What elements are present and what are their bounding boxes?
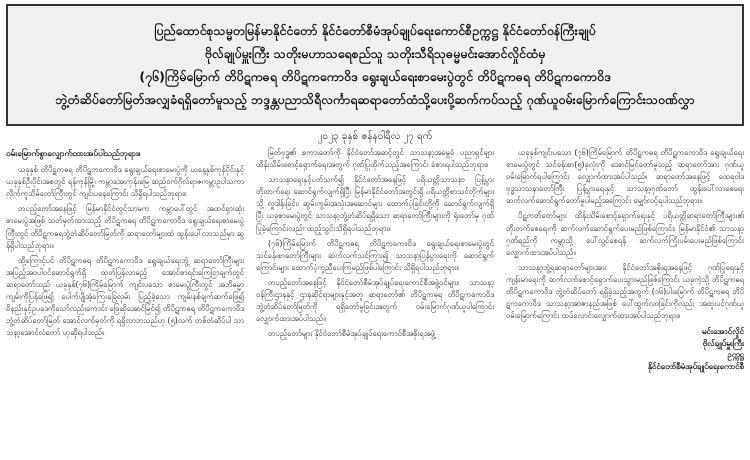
header-line-2: ဗိုလ်ချုပ်မှူးကြီး သတိုးမဟာသရေစည်သူ သတိုးသီရိသုဓမ္မမင်းအောင်လှိုင်ထံမှ <box>204 45 546 61</box>
paragraph: ပိဋကတ်တော်များ ထိန်းသိမ်းစောင့်ရှောက်ရေးနှင့် ပရိယတ္တိဆရာတော်ကြီးများ၏ တိုးတက်စေရေးကို ဆက်လက်ဆောင်ရွက်ပေးမည်ဖြစ်ကြောင်း၊ မြန်မာနိုင်ငံ၏ သာသနာ့ဂုဏ်ရည်ကို ကမ္ဘာသို့ ပေါ်လွင်စေရန် ဆက်လက်ကြိုးပမ်းပေးမည်ဖြစ်ကြောင်း လျှောက်ထားအပ်ပါသည်။ <box>506 211 744 257</box>
salutation: ဝမ်းမြောက်စွာလျှောက်ထားအပ်ပါသည်ဘုရား။ <box>6 148 141 158</box>
column-1 <box>6 147 244 447</box>
signature-title: ဥက္ကဋ္ဌ <box>727 350 744 360</box>
paragraph: ယခုနှစ်ကျင်းပသော (၇၆)ကြိမ်မြောက် တိပိဋကဓရ တိပိဋကကောဝိဒ ရွေးချယ်ရေးစာမေးပွဲတွင် သင်ခန်းစာ(၅)ခုလုံးကို အောင်မြင်တော်မူသည့် ဆရာတော်အား ဂုဏ်ယူဝမ်းမြောက်ရပါကြောင်း လျှောက်ထားအပ်ပါသည်။ ဆရာတော်အနေဖြင့် ထေရဝါဒဗုဒ္ဓသာသနာတော်ကြီး ပြန့်ပွားရေးနှင့် သာသနာ့ဂုဏ်တော် ထွန်းပေါ်လာစေရေး ဆက်လက်ဆောင်ရွက်တော်မူပါမည့်အကြောင်း မျှော်လင့်ရပါသည်ဘုရား။ <box>506 148 744 206</box>
header-line-3: (၇၆)ကြိမ်မြောက် တိပိဋကဓရ တိပိဋကကောဝိဒ ရွေးချယ်ရေးစာမေးပွဲတွင် တိပိဋကဓရ တိပိဋကကောဝိဒ <box>139 68 611 84</box>
body-columns <box>6 147 744 447</box>
signature-rank: ဗိုလ်ချုပ်မှူးကြီး <box>702 338 744 348</box>
paragraph: ယခုနှစ် တိပိဋကဓရ တိပိဋကကောဝိဒ ရွေးချယ်ရေးစာမေးပွဲကို ယနေ့နှစ်ကုန်ပိုင်းနှင့် ယခုနှစ်ဦးပိုင်းအစတွင် ရန်ကုန်မြို့၊ ကမ္ဘာအေးကုန်းမြေ ဆည်ဝက်ဂိုလ်ရာဇကမ္ဘာဥပါသကာ လိုက်ကူသိမ်တော်ကြီးတွင် ကျင်းပနေကြောင်း သိရှိရပါသည်ဘုရား။ <box>6 165 244 199</box>
paragraph: သာသနာရေးနှင့်ပတ်သက်၍ နိုင်ငံတော်အနေဖြင့် ပရိယတ္တိသာသနာ ပြန့်ပွားတိုးတက်ရေး ဆောင်ရွက်လျက်ရှိပြီး မြန်မာနိုင်ငံတော်အတွင်းရှိ ပရိယတ္တိစာသင်တိုက်များသို့ လှူဒါန်းခြင်း၊ ဆွမ်းကွမ်းအသုံးအဆောင်များ ထောက်ပံ့ခြင်းတို့ကို ဆောင်ရွက်လျက်ရှိပြီး ယခုစာမေးပွဲတွင် သာသနာ့ဘွဲ့တံဆိပ်ရရှိသော ဆရာတော်ကြီးများကို ရုံးတော်မှ ဂုဏ်ပြုခဲ့ကြောင်းလည်း ထည့်သွင်းသိရှိရပါသည်ဘုရား။ <box>256 175 494 233</box>
signature-name: မင်းအောင်လှိုင် <box>701 327 744 337</box>
paragraph: တပည့်တော်အနေဖြင့် မြန်မာနိုင်ငံတွင်သာမက ကမ္ဘာပေါ်တွင် အထင်ရှားဆုံး စာမေးပွဲအဖြစ် သတ်မှတ်ထားသည့် တိပိဋကဓရ တိပိဋကကောဝိဒ ရွေးချယ်ရေးစာမေးပွဲကြီးတွင် တိပိဋကဓရဘွဲ့တံဆိပ်တော်မြတ်ကို ဆရာတော်များထံ ထွန်းပေါ်လာသည်မှာ ဆွန်ရှိပါသည်ဘုရား။ <box>6 204 244 250</box>
paragraph: တပည့်တော်များ နိုင်ငံတော်စီမံအုပ်ချုပ်ရေးကောင်စီအစိုးရအဖွဲ့ <box>268 329 435 339</box>
paragraph: မြတ်ဗုဒ္ဓ၏ စကားတော်ကို နိုင်ငံတော်အဆင့်တွင် သာသနာ့အမွေခံ ပညာရှင်များ ထိန်းသိမ်းစောင့်ရှောက်ရေးအတွက် ဂုဏ်ပြုထိုက်သည့်အကြောင်း ခံစားရပါသည်ဘုရား။ <box>256 148 494 170</box>
header-line-1: ပြည်ထောင်စုသမ္မတမြန်မာနိုင်ငံတော် နိုင်ငံတော်စီမံအုပ်ချုပ်ရေးကောင်စီဥက္ကဋ္ဌ နိုင်ငံတော်ဝန်ကြီးချုပ် <box>154 22 596 38</box>
paragraph: တပည့်တော်အနေဖြင့် နိုင်ငံတော်စီမံအုပ်ချုပ်ရေးကောင်စီအဖွဲ့ဝင်များ၊ သာသနာ့ဝန်ကြီးဌာနနှင့် ဌာနဆိုင်ရာများနှင့်အတူ ဆရာတော်၏ တိပိဋကဓရ တိပိဋကကောဝိဒ ဘွဲ့တံဆိပ်တော်မြတ်ကို ရရှိတော်မူခြင်းအတွက် ဝမ်းမြောက်ဂုဏ်ယူပါကြောင်း လျှောက်ထားအပ်ပါသည်။ <box>256 277 494 324</box>
paragraph: သာသနာ့ဘွဲ့ရဆရာတော်များအား နိုင်ငံတော်အစိုးရအနေဖြင့် ဂုဏ်ပြုရေးနှင့် ကျန်းမာရေးကို ဆက်လက်စောင့်ရှောက်ပေးသွားမည်ဖြစ်ကြောင်း ယခုကဲ့သို့ တိပိဋကဓရ တိပိဋကကောဝိဒ ဘွဲ့တံဆိပ်တော် ရရှိခဲ့သည့်အတွက် (၁၆)ပါးမြောက် တိပိဋကဓရ တိပိဋကကောဝိဒ သာသနာ့အာဇာနည်အဖြစ် ပေါ်ထွက်လာခြင်းကိုလည်း အထူးပင်ဂုဏ်ယူဝမ်းမြောက်ကြောင်း ထပ်လောင်းလျှောက်ထားအပ်ပါသည်ဘုရား။ <box>506 262 744 321</box>
paragraph: ထို့ကြောင့်ပင် တိပိဋကဓရ တိပိဋကကောဝိဒ ရွေးချယ်ရေးဘွဲ့ ဆရာတော်ကြီးများ အပြည့်အဝပါဝင်ဆောင်ရွက်ရှိ ထုတ်ပြန်လာမည့် အောင်စာရင်းကြေငြာချက်တွင် ဆရာတော်သည် ယခုနှစ်(၇၆)ကြိမ်မြောက် ကျင်းပသော စာမေးပွဲကြီးတွင် အဘိဓမ္မာကျမ်းကိုပြန်ဖြေ၍ ပေါက်ပျိုအံ့ကြေးခြေလှမ်း ပြည့်ခဲ့သော ကျမ်းနစ်ချက်ဆက်ဖြေ၍ ဝိနည်းနှင့်ဥပဒေကိုသော်လည်းကောင်း ဖြေဆိုအောင်မြင်၍ တိပိဋကဓရ တိပိဋကကောဝိဒ ဘွဲ့တံဆိပ်တော်မြတ် အောင်လက်မှတ်ကို ရရှိလာဘသည်ဟု (၅)လက် တစ်တံဆိပ်ပါ သာသနာ့အောင်လံတော် ဟုဆိုရပါသည်။ <box>6 255 244 338</box>
header-box <box>6 4 744 126</box>
letter-date: ၂၀၂၃ ခုနှစ် ဇန်နဝါရီလ ၂၇ ရက် <box>317 131 433 142</box>
signature-block <box>506 326 744 372</box>
signature-organization: နိုင်ငံတော်စီမံအုပ်ချုပ်ရေးကောင်စီ <box>647 361 744 371</box>
header-line-4: ဘွဲ့တံဆိပ်တော်မြတ်အလျှခံရရှိတော်မူသည့် ဘဒ္ဒန္တပညာသိရီလင်္ကာရဆရာတော်ထံသို့ပေးပို့ဆက်ကပ်သည့် ဂုဏ်ယူဝမ်းမြောက်ကြောင်းသဝဏ်လွှာ <box>55 91 695 107</box>
paragraph: (၇၆)ကြိမ်မြောက် တိပိဋကဓရ တိပိဋကကောဝိဒ ရွေးချယ်ရေးစာမေးပွဲတွင် သင်ခန်းစာတော်ကြီးများ ဆက်လက်သင်ကြား၍ သာသနာ့ပြန်ပွားရေးကို ဆောင်ရွက်ကြောင်းများ ထောက်ပံ့ကူညီပေးကြမည်ဖြစ်ပါကြောင်း သိရှိရပါသည်ဘုရား။ <box>256 238 494 272</box>
column-2 <box>256 147 494 447</box>
column-3 <box>506 147 744 447</box>
